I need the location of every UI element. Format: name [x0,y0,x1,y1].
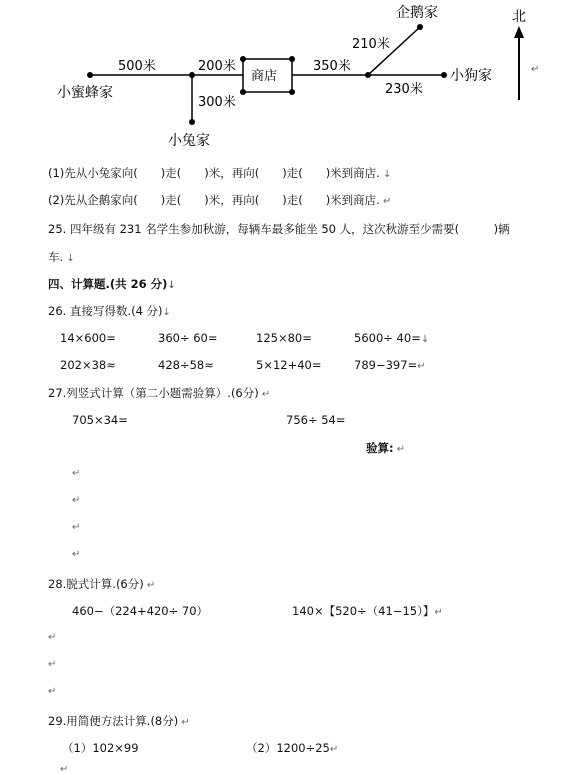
q26-item: 202×38≈ [60,358,116,372]
shop-corner-dot [289,89,295,95]
q26-item: 125×80= [256,331,312,345]
north-arrow-icon [514,26,524,38]
section4-heading: 四、计算题.(共 26 分)↓ [48,277,176,291]
label-350: 350米 [313,59,351,74]
puppy-dot [441,72,447,78]
label-puppy-home: 小狗家 [450,68,492,84]
label-penguin-home: 企鹅家 [396,5,438,21]
label-200: 200米 [198,59,236,74]
q29-problem1: （1）102×99 [62,741,139,755]
q29-problem2: （2）1200÷25↵ [246,741,339,755]
q26-item: 5600÷ 40=↓ [354,331,430,345]
q26-item: 5×12+40= [256,358,322,372]
q26-item: 360÷ 60= [158,331,218,345]
shop-corner-dot [240,89,246,95]
return-mark: ↵ [72,468,81,479]
label-230: 230米 [385,82,423,97]
label-500: 500米 [118,59,156,74]
q26-item: 428÷58≈ [158,358,214,372]
q27-title: 27.列竖式计算（第二小题需验算）.(6分) ↵ [48,386,271,400]
shop-corner-dot [289,56,295,62]
q28-problem1: 460−（224+420÷ 70） [72,604,209,618]
return-mark: ↵ [60,764,69,775]
return-mark: ↵ [48,632,57,643]
q27-check-label: 验算: ↵ [366,441,406,455]
route-map [0,0,577,160]
return-mark: ↵ [531,64,540,75]
q27-problem1: 705×34= [72,413,128,427]
return-mark: ↵ [72,522,81,533]
q28-title: 28.脱式计算.(6分) ↵ [48,577,156,591]
q28-problem2: 140×【520÷（41−15）】↵ [292,604,443,618]
q24-line1: (1)先从小兔家向( )走( )米，再向( )走( )米到商店. ↓ [48,166,392,180]
label-300: 300米 [198,95,236,110]
label-north: 北 [512,9,526,25]
q26-item: 789−397=↵ [354,358,426,372]
q29-title: 29.用简便方法计算.(8分) ↵ [48,714,190,728]
shop-corner-dot [240,56,246,62]
return-mark: ↵ [72,495,81,506]
penguin-dot [417,24,423,30]
return-mark: ↵ [72,549,81,560]
bee-dot [87,72,93,78]
q26-title: 26. 直接写得数.(4 分)↓ [48,304,171,318]
label-shop: 商店 [251,69,278,84]
q25-line1: 25. 四年级有 231 名学生参加秋游，每辆车最多能坐 50 人，这次秋游至少需要( )辆 [48,222,510,236]
junction-dot [189,72,195,78]
return-mark: ↵ [48,686,57,697]
rabbit-dot [189,119,195,125]
q25-line2: 车. ↓ [48,250,75,264]
q24-line2: (2)先从企鹅家向( )走( )米，再向( )走( )米到商店. ↵ [48,193,392,207]
label-bee-home: 小蜜蜂家 [57,85,113,101]
q26-item: 14×600= [60,331,116,345]
label-rabbit-home: 小兔家 [168,133,210,149]
return-mark: ↵ [48,659,57,670]
label-210: 210米 [352,37,390,52]
fork-dot [365,72,371,78]
q27-problem2: 756÷ 54= [286,413,346,427]
